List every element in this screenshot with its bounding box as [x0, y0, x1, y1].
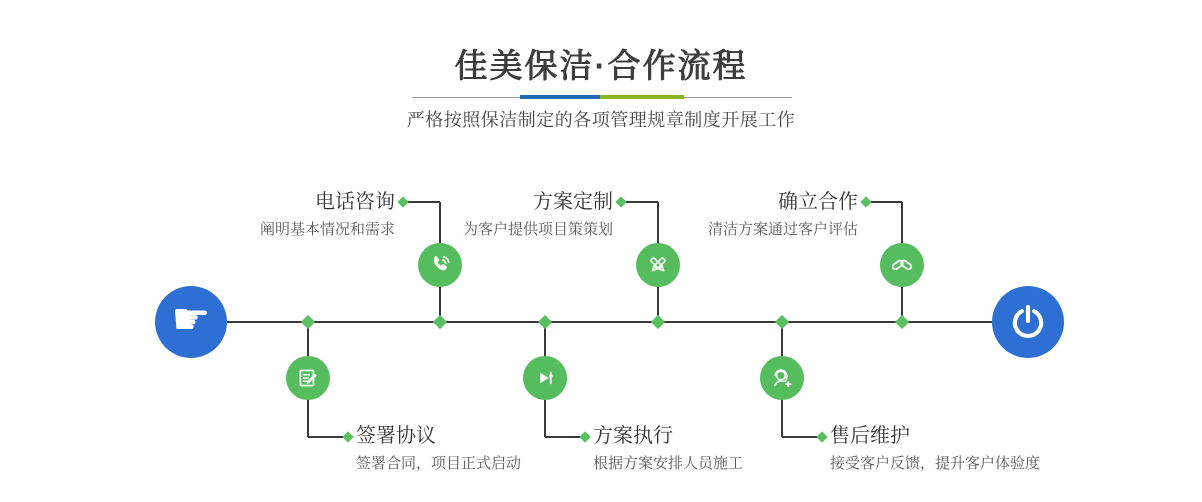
start-node	[155, 286, 227, 358]
divider-blue-segment	[520, 95, 600, 99]
step-node-cooperation	[880, 243, 924, 287]
step-desc: 签署合同，项目正式启动	[356, 455, 522, 472]
divider-green-segment	[600, 95, 684, 99]
step-label-plan-execute	[593, 425, 743, 472]
step-title: 电话咨询	[315, 191, 395, 213]
step-title: 方案执行	[593, 425, 673, 447]
step-label-establish-coop	[708, 191, 858, 238]
label-diamond	[860, 196, 871, 207]
step-title: 方案定制	[533, 191, 613, 213]
axis-junction-diamond	[651, 315, 665, 329]
step-label-phone-consult	[260, 191, 395, 238]
step-label-aftersales	[830, 425, 1040, 472]
step-title: 售后维护	[830, 425, 910, 447]
step-node-execute	[523, 356, 567, 400]
label-diamond	[816, 431, 827, 442]
crossed-pencils-icon	[645, 252, 671, 278]
step-desc: 为客户提供项目策策划	[462, 221, 613, 238]
end-node	[992, 286, 1064, 358]
handshake-icon	[888, 251, 916, 279]
label-diamond	[342, 431, 353, 442]
axis-junction-diamond	[433, 315, 447, 329]
step-node-sign	[286, 356, 330, 400]
axis-junction-diamond	[895, 315, 909, 329]
play-execute-icon	[532, 365, 558, 391]
axis-junction-diamond	[775, 315, 789, 329]
step-label-sign-agreement	[356, 425, 521, 472]
page-title: 佳美保洁·合作流程	[454, 47, 748, 84]
step-title: 签署协议	[356, 425, 436, 447]
page-subtitle: 严格按照保洁制定的各项管理规章制度开展工作	[406, 110, 796, 130]
hand-pointing-right-icon: ☛	[171, 295, 211, 344]
axis-junction-diamond	[301, 315, 315, 329]
step-node-aftersales	[760, 356, 804, 400]
step-desc: 阐明基本情况和需求	[259, 221, 395, 238]
phone-icon	[427, 252, 453, 278]
step-desc: 清洁方案通过客户评估	[707, 221, 858, 238]
connector-line	[782, 436, 819, 438]
step-desc: 根据方案安排人员施工	[593, 455, 744, 472]
power-icon	[1009, 303, 1047, 341]
label-diamond	[397, 196, 408, 207]
step-node-plan	[636, 243, 680, 287]
title-divider	[412, 95, 792, 100]
timeline-axis	[227, 321, 992, 323]
axis-junction-diamond	[538, 315, 552, 329]
sign-document-icon	[295, 365, 321, 391]
step-node-phone	[418, 243, 462, 287]
label-diamond	[579, 431, 590, 442]
label-diamond	[615, 196, 626, 207]
connector-line	[308, 436, 345, 438]
step-desc: 接受客户反馈，提升客户体验度	[830, 455, 1041, 472]
connector-line	[545, 436, 582, 438]
step-label-plan-custom	[463, 191, 613, 238]
step-title: 确立合作	[778, 191, 858, 213]
headset-support-icon	[769, 365, 795, 391]
